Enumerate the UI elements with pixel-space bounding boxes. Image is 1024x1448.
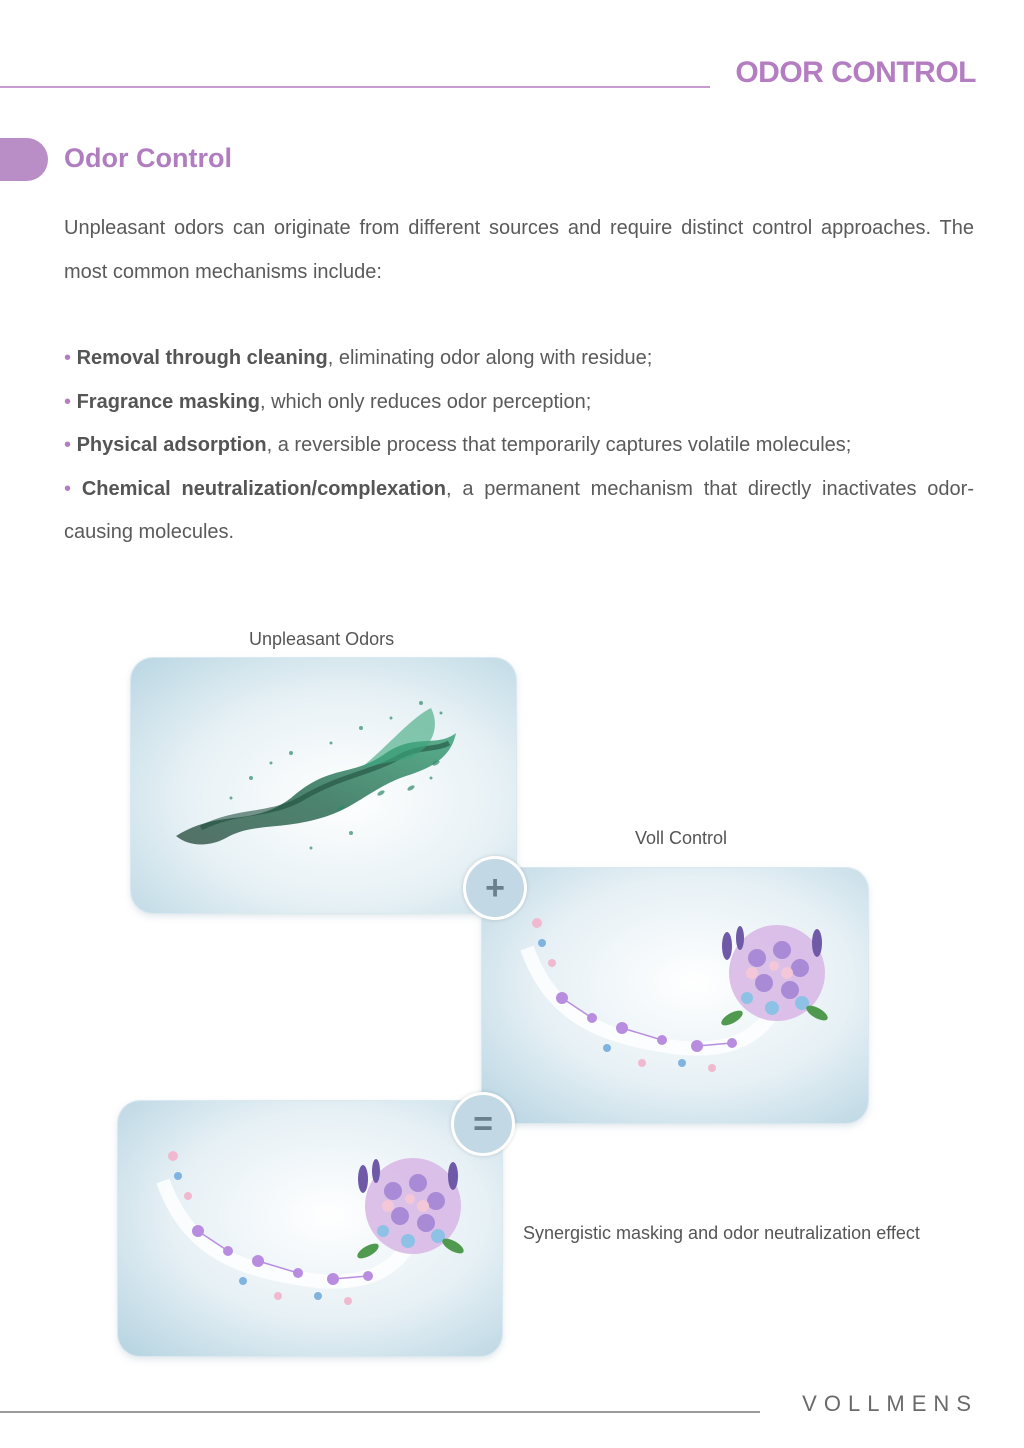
section-tab-marker xyxy=(0,138,48,181)
plus-icon: + xyxy=(463,856,527,920)
header-rule xyxy=(0,86,710,88)
caption-synergistic-effect: Synergistic masking and odor neutralization effect xyxy=(523,1223,920,1243)
bullet-icon: • xyxy=(64,347,72,369)
synergistic-effect-image xyxy=(118,1101,502,1356)
caption-unpleasant-odors: Unpleasant Odors xyxy=(249,629,395,649)
list-item xyxy=(64,468,974,555)
list-item-text: , a reversible process that temporarily captures volatile molecules; xyxy=(266,434,852,456)
voll-control-flowers-image xyxy=(482,868,868,1123)
list-item xyxy=(64,337,974,381)
footer-brand: VOLLMENS xyxy=(802,1391,978,1416)
list-item-text: , a permanent mechanism that directly inactivates odor-causing molecules. xyxy=(64,477,974,543)
bullet-icon: • xyxy=(64,390,72,413)
list-item-text: , eliminating odor along with residue; xyxy=(327,347,653,369)
footer-rule xyxy=(0,1411,760,1413)
equals-icon: = xyxy=(451,1092,515,1156)
list-item-text: , which only reduces odor perception; xyxy=(260,390,592,413)
list-item-bold: Chemical neutralization/complexation xyxy=(81,477,447,500)
section-title: Odor Control xyxy=(64,143,232,173)
list-item-bold: Removal through cleaning xyxy=(76,347,328,369)
list-item xyxy=(64,381,974,425)
bullet-icon: • xyxy=(64,434,72,456)
list-item-bold: Physical adsorption xyxy=(76,434,267,456)
page-header-title: ODOR CONTROL xyxy=(735,56,976,89)
odor-smoke-image xyxy=(131,658,516,913)
bullet-icon: • xyxy=(64,477,72,500)
caption-voll-control: Voll Control xyxy=(635,828,728,848)
intro-paragraph: Unpleasant odors can originate from different sources and require distinct control approaches. The most common mechanisms include: xyxy=(64,217,974,283)
list-item-bold: Fragrance masking xyxy=(76,390,260,413)
mechanism-list xyxy=(64,337,974,555)
list-item xyxy=(64,424,974,468)
